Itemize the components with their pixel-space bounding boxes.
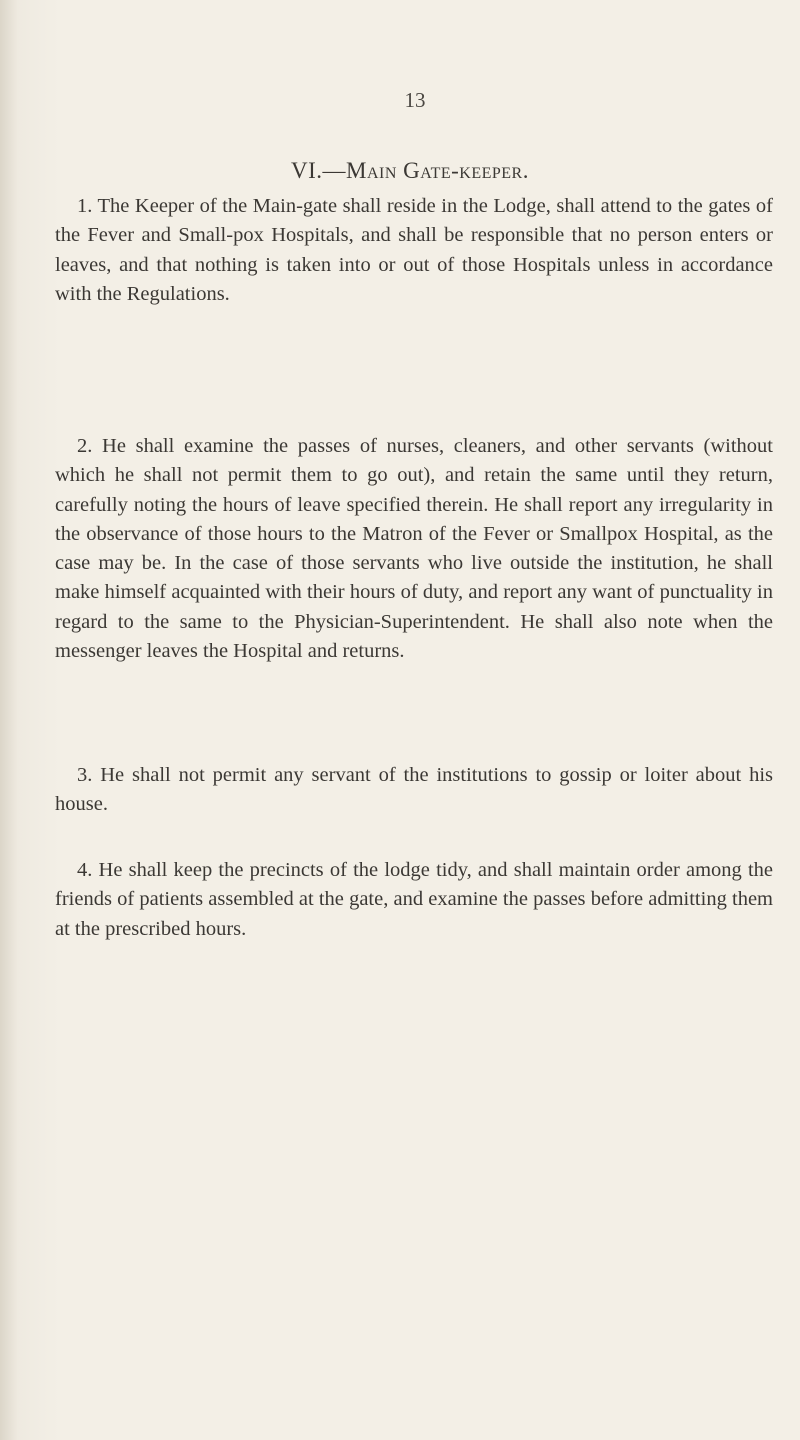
paragraph-4: 4. He shall keep the precincts of the lodge tidy, and shall maintain order among the friends of patients assembled at the gate, and examine the passes before admitting them at the prescribed hours. bbox=[55, 859, 773, 940]
paragraph-2: 2. He shall examine the passes of nurses, cleaners, and other servants (without which he shall not permit them to go out), and retain the same until they return, carefully noting the hours of leave specified therein. He shall report any irregularity in the observance of those hours to the Matron of the Fever or Smallpox Hospital, as the case may be. In the case of those servants who live outside the institution, he shall make himself acquainted with their hours of duty, and report any want of punctuality in regard to the same to the Physician-Superintendent. He shall also note when the messenger leaves the Hospital and returns. bbox=[55, 435, 773, 663]
paragraph-1: 1. The Keeper of the Main-gate shall reside in the Lodge, shall attend to the gates of the Fever and Small-pox Hospitals, and shall be responsible that no person enters or leaves, and that nothing is taken into or out of those Hospitals unless in accordance with the Regulations. bbox=[55, 195, 773, 305]
section-numeral: VI.— bbox=[291, 158, 347, 183]
section-title: Main Gate-keeper. bbox=[346, 158, 529, 183]
page-number: 13 bbox=[404, 88, 426, 112]
section-heading bbox=[20, 158, 800, 184]
paragraph-3: 3. He shall not permit any servant of the institutions to gossip or loiter about his house. bbox=[55, 764, 773, 816]
